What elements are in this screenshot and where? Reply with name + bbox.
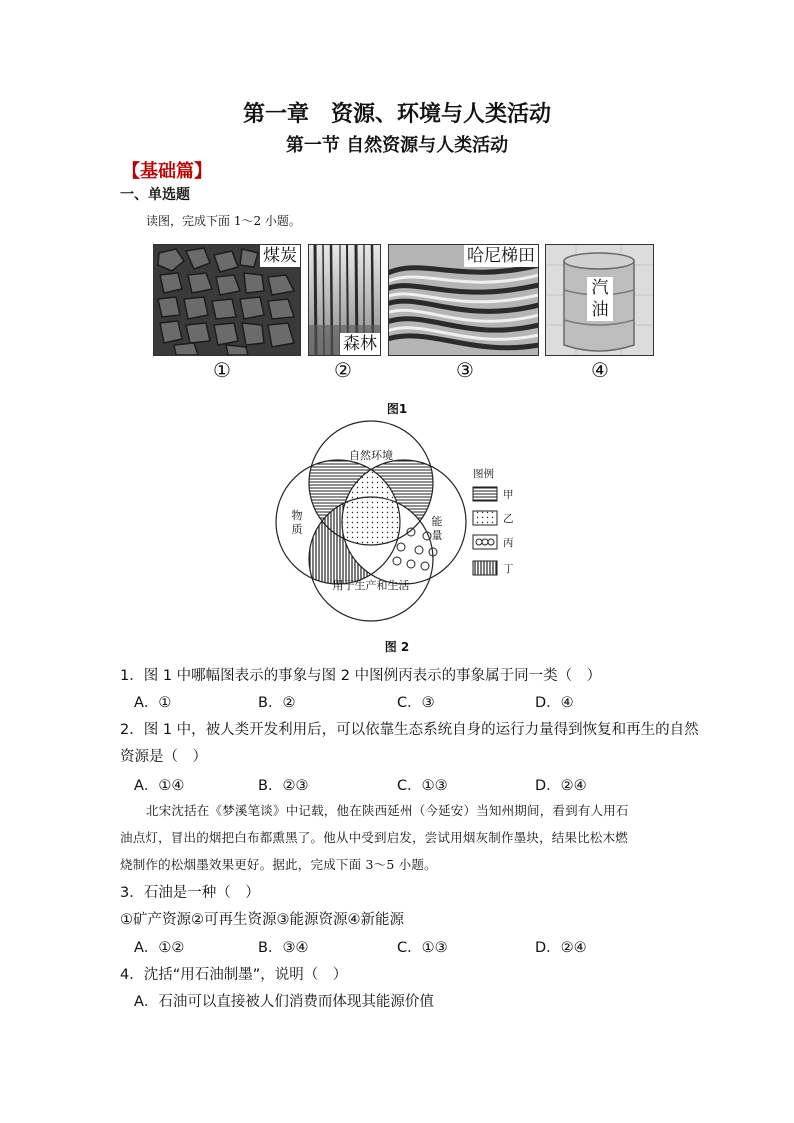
legend-swatch-ding bbox=[473, 561, 497, 575]
passage-line-2: 油点灯，冒出的烟把白布都熏黑了。他从中受到启发，尝试用烟灰制作墨块，结果比松木燃 bbox=[120, 830, 629, 845]
photo-number-2: ② bbox=[334, 358, 352, 382]
legend-swatch-yi bbox=[473, 511, 497, 525]
q1-option-a: A．① bbox=[134, 695, 172, 711]
question-4-stem: 4．沈括“用石油制墨”，说明（ ） bbox=[120, 967, 348, 983]
intro-instruction: 读图，完成下面 1～2 小题。 bbox=[146, 214, 301, 228]
chapter-title bbox=[0, 97, 794, 128]
label-production-life: 用于生产和生活 bbox=[332, 579, 410, 592]
q1-option-d: D．④ bbox=[535, 695, 574, 711]
photo-number-4: ④ bbox=[591, 358, 609, 382]
terrace-photo bbox=[388, 244, 539, 356]
q2-option-b: B．②③ bbox=[258, 778, 309, 794]
legend-ding: 丁 bbox=[503, 563, 514, 575]
legend-bing: 丙 bbox=[503, 537, 514, 549]
gasoline-label-char-2: 油 bbox=[591, 300, 609, 320]
figure-1-caption: 图1 bbox=[386, 402, 408, 416]
coal-label: 煤炭 bbox=[260, 245, 300, 267]
label-material-2: 质 bbox=[291, 523, 303, 536]
legend-title: 图例 bbox=[473, 468, 494, 480]
figure-2-caption: 图 2 bbox=[384, 640, 410, 654]
question-type-label: 一、单选题 bbox=[120, 187, 190, 203]
label-energy-2: 量 bbox=[431, 529, 443, 542]
passage-line-1: 北宋沈括在《梦溪笔谈》中记载，他在陕西延州（今延安）当知州期间，看到有人用石 bbox=[146, 803, 629, 818]
venn-diagram bbox=[270, 415, 540, 637]
question-2-stem-line-2: 资源是（ ） bbox=[120, 749, 207, 765]
passage-line-3: 烧制作的松烟墨效果更好。据此，完成下面 3～5 小题。 bbox=[120, 857, 437, 872]
photo-number-3: ③ bbox=[456, 358, 474, 382]
forest-label: 森林 bbox=[340, 333, 380, 355]
q2-option-c: C．①③ bbox=[397, 778, 448, 794]
q2-option-d: D．②④ bbox=[535, 778, 587, 794]
q2-option-a: A．①④ bbox=[134, 778, 185, 794]
terrace-label: 哈尼梯田 bbox=[464, 245, 538, 267]
chapter-number: 第一章 bbox=[242, 101, 309, 127]
gasoline-photo bbox=[545, 244, 654, 356]
legend-swatch-jia bbox=[473, 487, 497, 501]
label-energy-1: 能 bbox=[431, 515, 443, 528]
legend-jia: 甲 bbox=[503, 489, 514, 501]
label-natural-environment: 自然环境 bbox=[349, 449, 393, 462]
gasoline-label-char-1: 汽 bbox=[591, 278, 609, 298]
question-2-stem-line-1: 2．图 1 中，被人类开发利用后，可以依靠生态系统自身的运行力量得到恢复和再生的自然 bbox=[120, 722, 699, 738]
q1-option-c: C．③ bbox=[397, 695, 435, 711]
chapter-name: 资源、环境与人类活动 bbox=[331, 101, 552, 127]
photo-number-1: ① bbox=[213, 358, 231, 382]
gasoline-label bbox=[587, 277, 613, 321]
q4-option-a: A．石油可以直接被人们消费而体现其能源价值 bbox=[134, 994, 434, 1010]
section-label: 【基础篇】 bbox=[122, 161, 212, 182]
q3-option-d: D．②④ bbox=[535, 940, 587, 956]
q3-option-a: A．①② bbox=[134, 940, 185, 956]
q3-option-c: C．①③ bbox=[397, 940, 448, 956]
legend-yi: 乙 bbox=[503, 513, 514, 525]
question-1-stem: 1．图 1 中哪幅图表示的事象与图 2 中图例丙表示的事象属于同一类（ ） bbox=[120, 668, 602, 684]
question-3-stem: 3．石油是一种（ ） bbox=[120, 885, 260, 901]
q3-option-b: B．③④ bbox=[258, 940, 309, 956]
q1-option-b: B．② bbox=[258, 695, 296, 711]
forest-photo bbox=[308, 244, 381, 356]
section-title: 第一节 自然资源与人类活动 bbox=[285, 135, 509, 156]
question-3-choices-line: ①矿产资源②可再生资源③能源资源④新能源 bbox=[120, 912, 404, 928]
coal-photo bbox=[153, 244, 301, 356]
label-material-1: 物 bbox=[291, 509, 303, 522]
